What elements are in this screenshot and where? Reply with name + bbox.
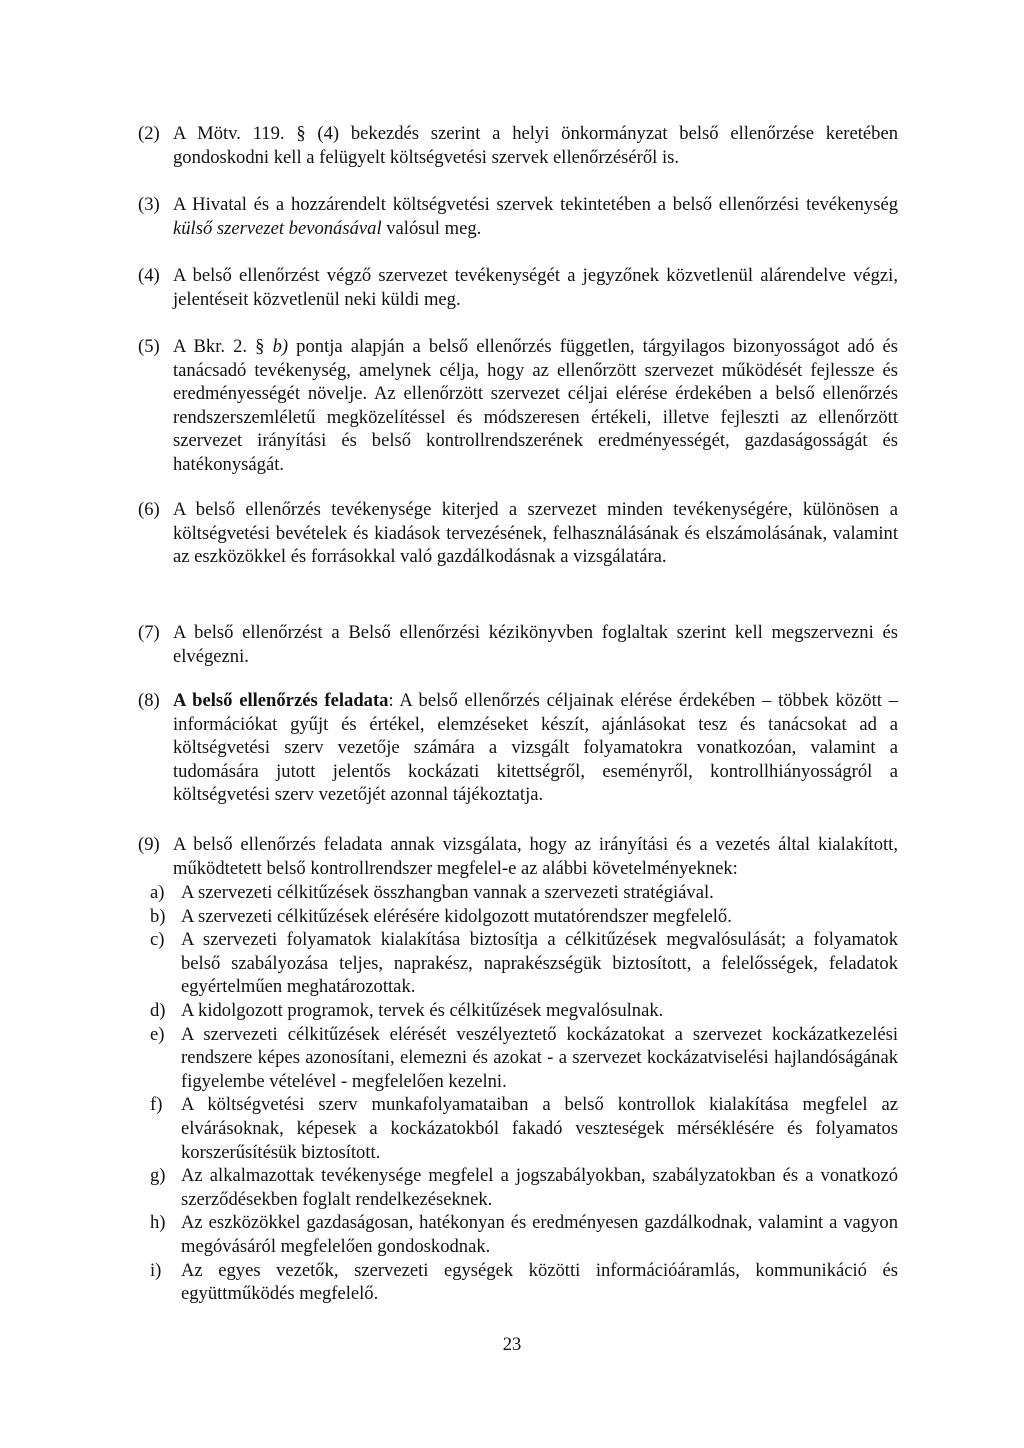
paragraph-text	[173, 193, 898, 240]
bold-text-segment: A belső ellenőrzés feladata	[173, 690, 389, 711]
list-item	[150, 905, 898, 929]
paragraph-text	[173, 498, 898, 569]
text-segment: : A belső ellenőrzés céljainak elérése érdekében – többek között – információkat gyűjt és értékel, elemzéseket készít, ajánlásokat tesz és tanácsokat ad a költségvetési szerv vezetője számára a vizsgált folyamatokra vonatkozóan, valamint a tudomására jutott jelentős kockázati kitettségről, eseményről, kontrollhiányosságról a költségvetési szerv vezetőjét azonnal tájékoztatja.	[173, 690, 898, 806]
paragraph-number: (8)	[138, 690, 160, 711]
list-item	[150, 1164, 898, 1211]
list-item-label: i)	[150, 1259, 162, 1281]
text-segment: pontja alapján a belső ellenőrzés független, tárgyilagos bizonyosságot adó és tanácsadó tevékenység, amelynek célja, hogy az ellenőrzött szervezet működését fejlessze és eredményességét növelje. Az ellenőrzött szervezet céljai elérése érdekében a belső ellenőrzés rendszerszemléletű megközelítéssel és módszeresen értékeli, illetve fejleszti az ellenőrzött szervezet irányítási és belső kontrollrendszerének eredményességét, gazdaságosságát és hatékonyságát.	[173, 336, 898, 475]
text-segment: A Bkr. 2. §	[173, 336, 273, 357]
text-segment: A belső ellenőrzés feladata annak vizsgálata, hogy az irányítási és a vezetés által kialakított, működtetett belső kontrollrendszer megfelel-e az alábbi követelményeknek:	[173, 834, 898, 879]
paragraph-7	[138, 621, 898, 668]
paragraph-9	[138, 833, 898, 880]
text-segment: A Hivatal és a hozzárendelt költségvetési szervek tekintetében a belső ellenőrzési tevékenység	[173, 194, 898, 215]
paragraph-number: (3)	[138, 194, 160, 215]
list-item-label: g)	[150, 1165, 166, 1187]
text-segment: A belső ellenőrzést végző szervezet tevékenységét a jegyzőnek közvetlenül alárendelve végzi, jelentéseit közvetlenül neki küldi meg.	[173, 265, 898, 310]
list-item-text: A költségvetési szerv munkafolyamataiban a belső kontrollok kialakítása megfelel az elvárásoknak, képesek a kockázatokból fakadó veszteségek mérséklésére és folyamatos korszerűsítésük biztosított.	[181, 1094, 898, 1163]
paragraph-8	[138, 689, 898, 807]
text-segment: A belső ellenőrzést a Belső ellenőrzési kézikönyvben foglaltak szerint kell megszervezni és elvégezni.	[173, 622, 898, 667]
paragraph-text	[173, 122, 898, 169]
list-item-label: c)	[150, 929, 165, 951]
text-segment: A Mötv. 119. § (4) bekezdés szerint a helyi önkormányzat belső ellenőrzése keretében gondoskodni kell a felügyelt költségvetési szervek ellenőrzéséről is.	[173, 123, 898, 168]
paragraph-5	[138, 335, 898, 477]
list-item-label: a)	[150, 882, 165, 903]
list-item-label: f)	[150, 1094, 163, 1116]
text-segment: A belső ellenőrzés tevékenysége kiterjed a szervezet minden tevékenységére, különösen a költségvetési bevételek és kiadások tervezésének, felhasználásának és elszámolásának, valamint az eszközökkel és forrásokkal való gazdálkodásnak a vizsgálatára.	[173, 499, 898, 568]
text-segment: valósul meg.	[381, 217, 482, 239]
list-item-label: d)	[150, 999, 166, 1021]
paragraph-number: (2)	[138, 123, 160, 144]
list-item-text: A szervezeti célkitűzések összhangban vannak a szervezeti stratégiával.	[181, 882, 714, 903]
paragraph-3	[138, 193, 898, 240]
list-item	[150, 881, 898, 905]
paragraph-6	[138, 498, 898, 569]
paragraph-text	[173, 689, 898, 807]
list-item-label: b)	[150, 905, 166, 927]
paragraph-number: (6)	[138, 499, 160, 520]
paragraph-2	[138, 122, 898, 169]
list-item-label: h)	[150, 1212, 166, 1234]
list-item-text: Az alkalmazottak tevékenysége megfelel a jogszabályokban, szabályzatokban és a vonatkozó szerződésekben foglalt rendelkezéseknek.	[181, 1165, 898, 1210]
list-item	[150, 928, 898, 999]
page-number: 23	[502, 1334, 522, 1355]
paragraph-text	[173, 833, 898, 880]
italic-text-segment: külső szervezet bevonásával	[173, 217, 382, 239]
list-item-label: e)	[150, 1023, 165, 1045]
list-item-text: Az egyes vezetők, szervezeti egységek közötti információáramlás, kommunikáció és együttműködés megfelelő.	[181, 1259, 898, 1305]
paragraph-number: (5)	[138, 336, 160, 357]
paragraph-text	[173, 335, 898, 477]
list-item-text: A szervezeti célkitűzések elérését veszélyeztető kockázatokat a szervezet kockázatkezelési rendszere képes azonosítani, elemezni és azokat - a szervezet kockázatviselési hajlandóságának figyelembe vételével - megfelelően kezelni.	[181, 1023, 898, 1092]
paragraph-text	[173, 621, 898, 668]
list-item-text: Az eszközökkel gazdaságosan, hatékonyan és eredményesen gazdálkodnak, valamint a vagyon megóvásáról megfelelően gondoskodnak.	[181, 1212, 898, 1257]
list-item-text: A kidolgozott programok, tervek és célkitűzések megvalósulnak.	[181, 999, 664, 1021]
list-item	[150, 1023, 898, 1094]
list-item-text: A szervezeti célkitűzések elérésére kidolgozott mutatórendszer megfelelő.	[181, 905, 732, 927]
paragraph-4	[138, 264, 898, 311]
list-item	[150, 1259, 898, 1306]
paragraph-text	[173, 264, 898, 311]
list-item	[150, 1093, 898, 1164]
requirements-list	[150, 881, 898, 1306]
italic-text-segment: b)	[272, 336, 289, 357]
paragraph-number: (4)	[138, 265, 160, 286]
paragraph-number: (9)	[138, 834, 160, 855]
list-item	[150, 999, 898, 1023]
list-item	[150, 1211, 898, 1258]
paragraph-number: (7)	[138, 622, 160, 643]
list-item-text: A szervezeti folyamatok kialakítása biztosítja a célkitűzések megvalósulását; a folyamatok belső szabályozása teljes, naprakész, naprakészségük biztosított, a felelősségek, feladatok egyértelműen meghatározottak.	[181, 929, 898, 998]
